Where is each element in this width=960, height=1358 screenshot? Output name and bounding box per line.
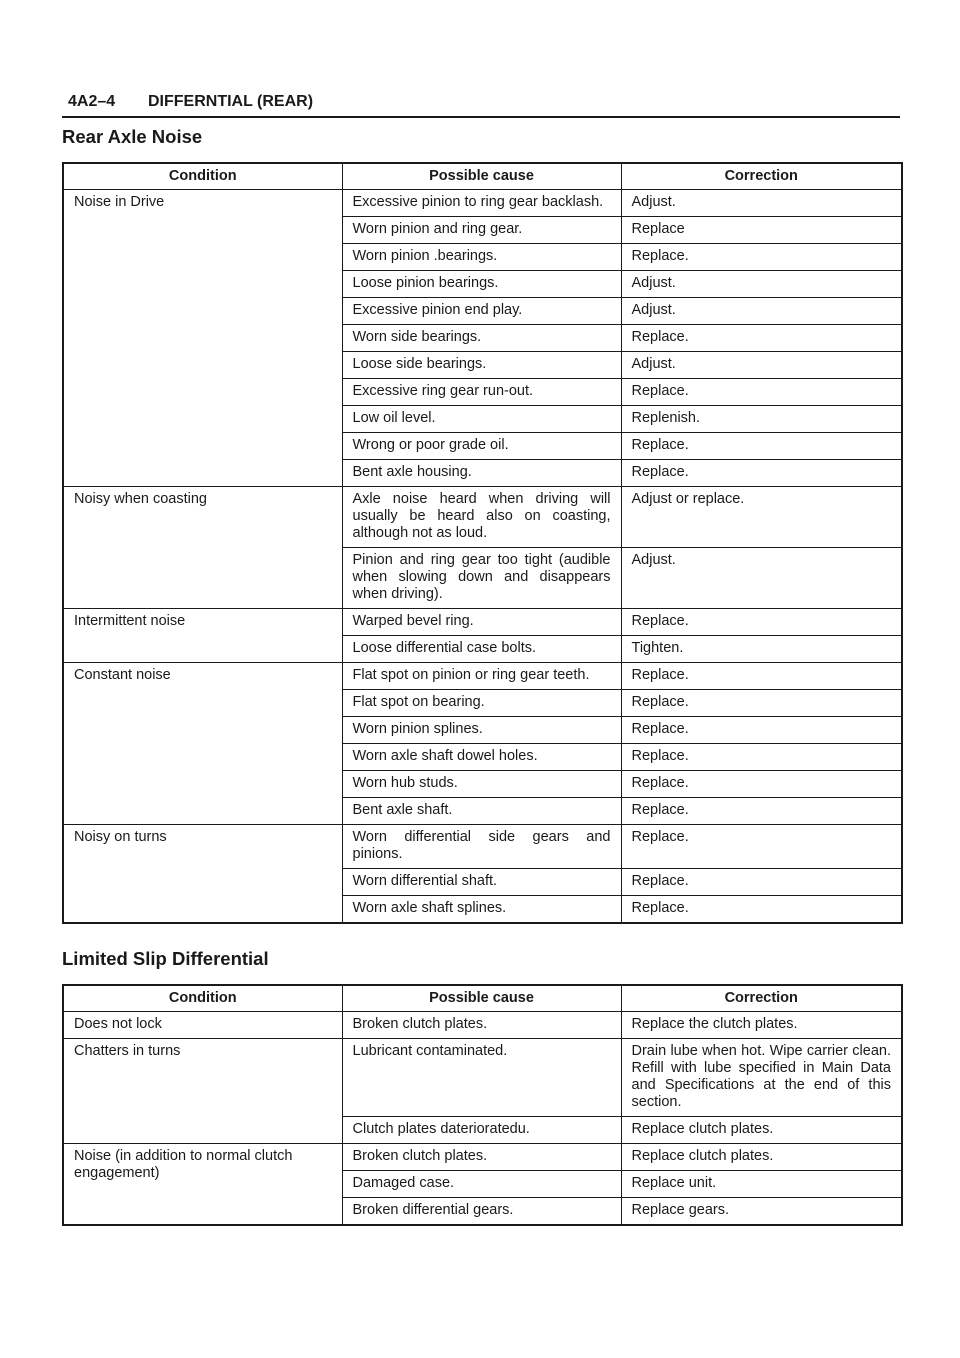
- correction-cell: Replace gears.: [621, 1198, 902, 1226]
- possible-cause-cell: Bent axle shaft.: [342, 798, 621, 825]
- possible-cause-cell: Broken clutch plates.: [342, 1012, 621, 1039]
- column-header-possible-cause: Possible cause: [342, 985, 621, 1012]
- correction-cell: Replace.: [621, 460, 902, 487]
- possible-cause-cell: Pinion and ring gear too tight (audible when slowing down and disappears when driving).: [342, 548, 621, 609]
- correction-cell: Adjust.: [621, 352, 902, 379]
- possible-cause-cell: Excessive pinion to ring gear backlash.: [342, 190, 621, 217]
- condition-cell: Intermittent noise: [63, 609, 342, 663]
- table-row: [63, 825, 902, 869]
- possible-cause-cell: Bent axle housing.: [342, 460, 621, 487]
- column-header-correction: Correction: [621, 163, 902, 190]
- correction-cell: Replace.: [621, 663, 902, 690]
- table-row: [63, 609, 902, 636]
- condition-cell: Noise in Drive: [63, 190, 342, 487]
- correction-cell: Replace.: [621, 379, 902, 406]
- possible-cause-cell: Worn pinion .bearings.: [342, 244, 621, 271]
- possible-cause-cell: Worn pinion splines.: [342, 717, 621, 744]
- column-header-possible-cause: Possible cause: [342, 163, 621, 190]
- possible-cause-cell: Damaged case.: [342, 1171, 621, 1198]
- correction-cell: Replace.: [621, 798, 902, 825]
- correction-cell: Replace.: [621, 244, 902, 271]
- possible-cause-cell: Wrong or poor grade oil.: [342, 433, 621, 460]
- possible-cause-cell: Worn axle shaft dowel holes.: [342, 744, 621, 771]
- correction-cell: Adjust.: [621, 298, 902, 325]
- possible-cause-cell: Excessive ring gear run-out.: [342, 379, 621, 406]
- page-header: [62, 90, 900, 118]
- table-row: [63, 487, 902, 548]
- possible-cause-cell: Broken clutch plates.: [342, 1144, 621, 1171]
- limited-slip-differential-table: [62, 984, 903, 1226]
- correction-cell: Replace.: [621, 433, 902, 460]
- correction-cell: Adjust.: [621, 271, 902, 298]
- page-number: 4A2–4: [68, 93, 116, 110]
- correction-cell: Replace clutch plates.: [621, 1144, 902, 1171]
- condition-cell: Noisy on turns: [63, 825, 342, 924]
- correction-cell: Replace unit.: [621, 1171, 902, 1198]
- table-row: [63, 1012, 902, 1039]
- table-row: [63, 1039, 902, 1117]
- possible-cause-cell: Low oil level.: [342, 406, 621, 433]
- possible-cause-cell: Warped bevel ring.: [342, 609, 621, 636]
- table-title-rear-axle-noise: Rear Axle Noise: [62, 126, 203, 147]
- table-row: [63, 1144, 902, 1171]
- correction-cell: Replace.: [621, 690, 902, 717]
- correction-cell: Adjust.: [621, 190, 902, 217]
- possible-cause-cell: Worn side bearings.: [342, 325, 621, 352]
- possible-cause-cell: Flat spot on pinion or ring gear teeth.: [342, 663, 621, 690]
- correction-cell: Replace.: [621, 825, 902, 869]
- rear-axle-noise-table: [62, 162, 903, 924]
- correction-cell: Replace.: [621, 771, 902, 798]
- section-heading: DIFFERNTIAL (REAR): [148, 93, 314, 110]
- correction-cell: Replace.: [621, 744, 902, 771]
- table-body: [63, 1012, 902, 1226]
- possible-cause-cell: Axle noise heard when driving will usually be heard also on coasting, although not as loud.: [342, 487, 621, 548]
- possible-cause-cell: Broken differential gears.: [342, 1198, 621, 1226]
- correction-cell: Adjust or replace.: [621, 487, 902, 548]
- table-title-limited-slip-differential: Limited Slip Differential: [62, 948, 269, 969]
- possible-cause-cell: Clutch plates daterioratedu.: [342, 1117, 621, 1144]
- correction-cell: Replace.: [621, 717, 902, 744]
- possible-cause-cell: Loose differential case bolts.: [342, 636, 621, 663]
- possible-cause-cell: Loose side bearings.: [342, 352, 621, 379]
- correction-cell: Replace clutch plates.: [621, 1117, 902, 1144]
- correction-cell: Replace: [621, 217, 902, 244]
- possible-cause-cell: Excessive pinion end play.: [342, 298, 621, 325]
- table-header-row: [63, 985, 902, 1012]
- column-header-correction: Correction: [621, 985, 902, 1012]
- table-row: [63, 663, 902, 690]
- condition-cell: Does not lock: [63, 1012, 342, 1039]
- correction-cell: Replace the clutch plates.: [621, 1012, 902, 1039]
- possible-cause-cell: Flat spot on bearing.: [342, 690, 621, 717]
- possible-cause-cell: Worn axle shaft splines.: [342, 896, 621, 924]
- possible-cause-cell: Worn pinion and ring gear.: [342, 217, 621, 244]
- possible-cause-cell: Worn differential side gears and pinions.: [342, 825, 621, 869]
- correction-cell: Tighten.: [621, 636, 902, 663]
- possible-cause-cell: Lubricant contaminated.: [342, 1039, 621, 1117]
- correction-cell: Replace.: [621, 869, 902, 896]
- possible-cause-cell: Loose pinion bearings.: [342, 271, 621, 298]
- correction-cell: Replace.: [621, 609, 902, 636]
- column-header-condition: Condition: [63, 985, 342, 1012]
- correction-cell: Adjust.: [621, 548, 902, 609]
- correction-cell: Replace.: [621, 325, 902, 352]
- correction-cell: Replace.: [621, 896, 902, 924]
- possible-cause-cell: Worn hub studs.: [342, 771, 621, 798]
- table-header-row: [63, 163, 902, 190]
- condition-cell: Noisy when coasting: [63, 487, 342, 609]
- table-row: [63, 190, 902, 217]
- condition-cell: Noise (in addition to normal clutch engagement): [63, 1144, 342, 1226]
- possible-cause-cell: Worn differential shaft.: [342, 869, 621, 896]
- table-body: [63, 190, 902, 924]
- condition-cell: Constant noise: [63, 663, 342, 825]
- correction-cell: Replenish.: [621, 406, 902, 433]
- correction-cell: Drain lube when hot. Wipe carrier clean. Refill with lube specified in Main Data and Specifications at the end of this section.: [621, 1039, 902, 1117]
- column-header-condition: Condition: [63, 163, 342, 190]
- condition-cell: Chatters in turns: [63, 1039, 342, 1144]
